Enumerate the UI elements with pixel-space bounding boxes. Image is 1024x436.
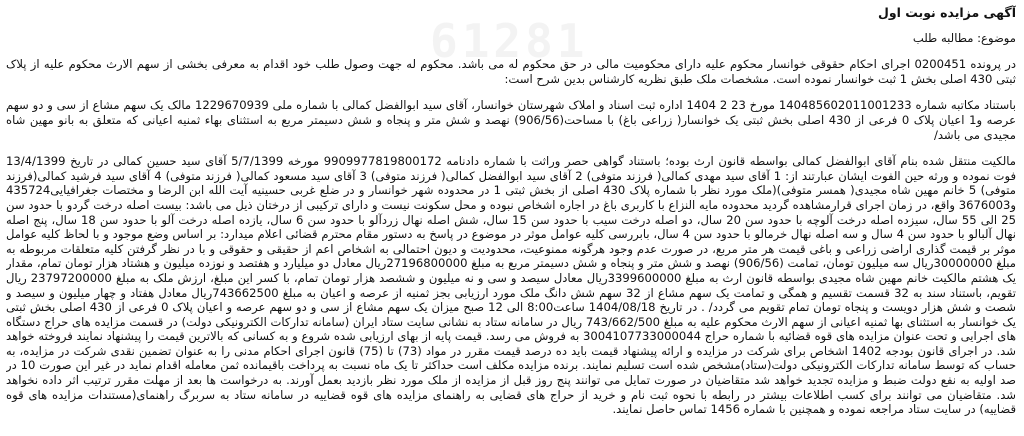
watermark: 61281: [430, 14, 589, 68]
paragraph-registry-details: باستناد مکاتبه شماره 140485602011001233 مورخ 23 2 1404 اداره ثبت اسناد و املاک شهرستان خوانسار، آقای سید ابوالفضل کمالی با شماره ملی 1229670939 مالک یک سهم مشاع از سی و دو سهم عرصه و1 اعیان پلاک 0 فرعی از 430 اصلی بخش ثبتی یک خوانسار( زراعی باغ) با مساحت(906/56) نهصد و شش متر و پنجاه و شش دسیمتر مربع به استثنای بهاء ثمنیه اعیانی که متعلق به بانو مهین شاه مجیدی می باشد/: [6, 98, 1016, 142]
paragraph-appraisal-and-auction: مالکیت منتقل شده بنام آقای ابوالفضل کمالی بواسطه قانون ارث بوده؛ باستناد گواهی حصر وراثت با شماره دادنامه 9909977819800172 مورخه 5/7/1399 آقای سید حسین کمالی در تاریخ 13/4/1399 فوت نموده و ورثه حین الفوت ایشان عبارتند از: 1 آقای سید مهدی کمالی( فرزند متوفی) 2 آقای سید ابوالفضل کمالی( فرزند متوفی) 3 آقای سید مسعود کمالی( فرزند متوفی) 4 آقای سید فرشید کمالی(فرزند متوفی) 5 خانم مهین شاه مجیدی( همسر متوفی)(ملک مورد نظر با شماره پلاک 430 اصلی از بخش ثبتی 1 در محدوده شهر خوانسار و در ضلع غربی حسینیه آیت الله ابن الرضا و مختصات جغرافیایی435724 و3676003 واقع، در زمان اجرای قرارمشاهده گردید محدوده مایه النزاع با کاربری باغ در اجاره اشخاص نبوده و محل سکونت نیست و دارای ترکیبی از درختان ذیل می باشد: بیست اصله درخت گردو با حدود سن 25 الی 55 سال، سیزده اصله درخت آلوچه با حدود سن 20 سال، دو اصله درخت سیب با حدود سن 15 سال، شش اصله نهال زردآلو با حدود سن 6 سال، یازده اصله درخت آلو با حدود سن 18 سال، پنج اصله نهال آلبالو با حدود سن 4 سال و سه اصله نهال خرمالو با حدود سن 4 سال، بابررسی کلیه عوامل موثر در موضوع در پاسخ به دستور مقام محترم قضائی اعلام میدارد: بر اساس وضع موجود و با لحاظ کلیه عوامل موثر بر قیمت گذاری اراضی زراعی و باغی قیمت هر متر مربع، در صورت عدم وجود هرگونه ممنوعیت، محدودیت و دیون احتمالی به اشخاص اعم از حقیقی و حقوقی و با در نظر گرفتن کلیه متعلقات مربوطه به مبلغ 30000000ریال سه میلیون تومان، تمامت (906/56) نهصد و شش متر و پنجاه و شش دسیمتر مربع به مبلغ 27196800000ریال معادل دو میلیارد و هفتصد و نوزده میلیون و هشتاد هزار تومان تمام، مقدار یک هشتم مالکیت خانم مهین شاه مجیدی بواسطه قانون ارث به مبلغ 3399600000ریال معادل سیصد و سی و نه میلیون و ششصد هزار تومان تمام، با کسر این مبلغ، ارزش ملک به مبلغ 23797200000 ریال تقویم، باستناد سند به 32 قسمت تقسیم و همگی و تمامت یک سهم مشاع از 32 سهم شش دانگ ملک مورد ارزیابی بجز ثمنیه از عرصه و اعیان به مبلغ 743662500ریال معادل هفتاد و چهار میلیون و سیصد و شصت و شش هزار دویست و پنجاه تومان تمام تقویم می گردد/ . در تاریخ 1404/08/18 ساعت8:00 الی 12 صبح میزان یک سهم مشاع از سی و دو سهم عرصه و اعیان پلاک 0 فرعی از 430 اصلی بخش ثبتی یک خوانسار به استثنای بها ثمنیه اعیانی از سهم الارث محکوم علیه به مبلغ 743/662/500 ریال در سامانه ستاد به نشانی سایت ستاد ایران (سامانه تدارکات الکترونیکی دولت) در قسمت مزایده های حراج دستگاه های اجرایی و تحت عنوان مزایده های قوه قضائیه با شماره حراج 3004107733000044 به فروش می رسد. قیمت پایه از بهای ارزیابی شده شروع و به کسانی که بالاترین قیمت را پیشنهاد نمایند فروخته خواهد شد. در اجرای قانون بودجه 1402 اشخاص برای شرکت در مزایده و ارائه پیشنهاد قیمت باید ده درصد قیمت مقرر در مواد (73) تا (75) قانون اجرای احکام مدنی را به عنوان تضمین نقدی شرکت در مزایده، به حساب که توسط سامانه تدارکات الکترونیکی دولت(ستاد)مشخص شده است تسلیم نمایند. برنده مزایده مکلف است حداکثر تا یک ماه نسبت به پرداخت باقیمانده ثمن معامله اقدام نماید در غیر این صورت 10 در صد اولیه به نفع دولت ضبط و مزایده تجدید خواهد شد متقاضیان در صورت تمایل می توانند پنج روز قبل از مزایده از ملک مورد نظر بازدید بعمل آورند. به درخواست ها بعد از مهلت مقرر ترتیب اثر داده نخواهد شد. متقاضیان می توانند برای کسب اطلاعات بیشتر در رابطه با نحوه ثبت نام و خرید از حراج های قضایی به راهنمای مزایده های قوه قضاییه در سامانه ستاد به سربرگ راهنمای(مستندات مزایده های قوه قضاییه) در سایت ستاد مراجعه نموده و همچنین با شماره 1456 تماس حاصل نمایند.: [6, 154, 1016, 417]
announcement-subject: موضوع: مطالبه طلب: [912, 30, 1016, 45]
announcement-title: آگهی مزایده نوبت اول: [878, 5, 1016, 20]
announcement-document: [6, 4, 1016, 436]
paragraph-case-intro: در پرونده 0200451 اجرای احکام حقوقی خوانسار محکوم علیه دارای محکومیت مالی در حق محکوم له می باشد. محکوم له جهت وصول طلب خود اقدام به معرفی بخشی از سهم الارث محکوم علیه از پلاک ثبتی 430 اصلی بخش 1 ثبت خوانسار نموده است. مشخصات ملک طبق نظریه کارشناس بدین شرح است:: [6, 57, 1016, 86]
